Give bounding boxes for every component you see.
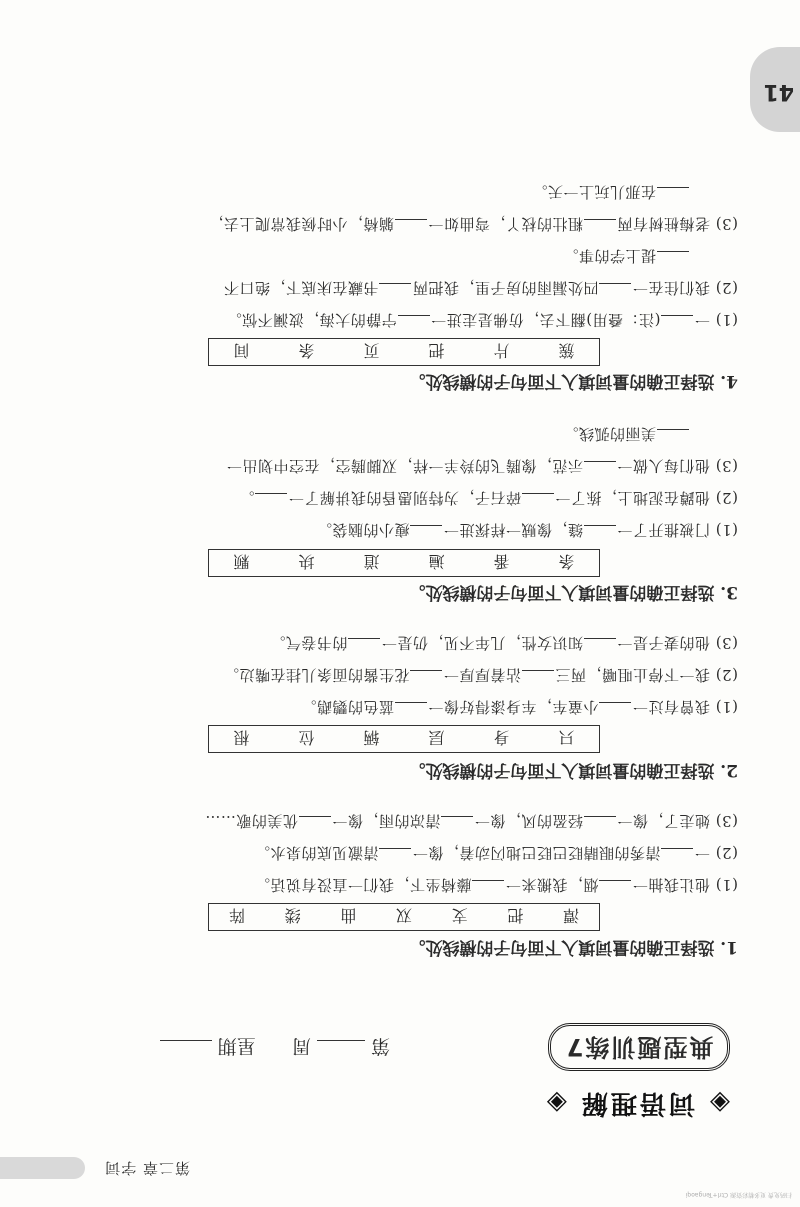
answer-blank[interactable] [657, 187, 689, 204]
answer-blank[interactable] [348, 638, 380, 655]
sentence-text: 轻盈的风，像一 [474, 812, 583, 830]
answer-blank[interactable] [395, 702, 427, 719]
question-1-prompt [408, 937, 738, 962]
question-2-prompt [408, 760, 738, 785]
question-prompt-text: 选择正确的量词填入下面句子的横线处。 [408, 371, 715, 391]
answer-blank[interactable] [472, 880, 504, 897]
question-1-line-2 [254, 843, 738, 865]
question-3-line-1 [316, 520, 738, 542]
answer-blank[interactable] [379, 848, 411, 865]
training-title-box: 典型题训练7 [548, 1023, 730, 1071]
word-option: 把 [428, 341, 445, 361]
watermark: 扫码免费 更多精彩资源 Ctrl+Tengaoqi [685, 1191, 792, 1198]
answer-blank[interactable] [522, 670, 554, 687]
word-option: 把 [507, 906, 524, 926]
sentence-text: 优美的歌…… [204, 812, 298, 830]
question-4-line-1 [226, 310, 738, 332]
answer-blank[interactable] [410, 670, 442, 687]
answer-blank[interactable] [599, 702, 631, 719]
sentence-text: 美丽的弧线。 [562, 425, 656, 443]
question-prompt-text: 选择正确的量词填入下面句子的横线处。 [408, 937, 715, 957]
word-option: 颗 [233, 552, 250, 572]
word-option: 潭 [563, 906, 580, 926]
word-option: 条 [558, 552, 575, 572]
answer-blank[interactable] [657, 429, 689, 446]
week-mid: 周 [291, 1035, 311, 1057]
word-option: 层 [428, 728, 445, 748]
sentence-text: (3) 她走了，像一 [616, 812, 738, 830]
word-option: 双 [396, 906, 413, 926]
question-4-prompt [408, 371, 738, 396]
answer-blank[interactable] [599, 283, 631, 300]
word-option: 身 [493, 728, 510, 748]
page-number: 41 [763, 79, 794, 104]
header-tab-bar [0, 1157, 85, 1179]
answer-blank[interactable] [395, 219, 427, 236]
question-1-line-1 [254, 875, 738, 897]
question-4-line-2 [223, 278, 738, 300]
word-option: 遍 [428, 552, 445, 572]
question-prompt-text: 选择正确的量词填入下面句子的横线处。 [408, 582, 715, 602]
question-3-prompt [408, 582, 738, 607]
sentence-text: (1) 一 [694, 311, 738, 329]
word-option: 支 [451, 906, 468, 926]
sentence-text: 烟，我搬来一 [505, 876, 599, 894]
word-option: 条 [298, 341, 315, 361]
sentence-text: (3) 他的妻子是一 [616, 634, 738, 652]
sentence-text: (2) 一 [694, 844, 738, 862]
word-option: 番 [493, 552, 510, 572]
sentence-text: (3) 他们每人做一 [616, 457, 738, 475]
word-option: 缕 [284, 906, 301, 926]
sentence-text: 清澈见底的泉水。 [254, 844, 379, 862]
question-2-line-1 [301, 697, 738, 719]
answer-blank[interactable] [299, 816, 331, 833]
question-3-line-2 [239, 488, 738, 510]
sentence-text: 。 [238, 489, 255, 507]
word-bank-1 [208, 903, 600, 931]
sentence-text: 提上学的事。 [562, 247, 656, 265]
answer-blank[interactable] [584, 461, 616, 478]
answer-blank[interactable] [255, 493, 287, 510]
sentence-text: (1) 我曾有过一 [632, 698, 738, 716]
sentence-text: 清秀的眼睛眨巴眨巴地闪动着，像一 [412, 844, 661, 862]
week-date-line [160, 1034, 390, 1061]
answer-blank[interactable] [410, 525, 442, 542]
weekday-blank[interactable] [160, 1040, 212, 1041]
answer-blank[interactable] [522, 493, 554, 510]
word-option: 块 [298, 552, 315, 572]
question-2-line-3 [270, 633, 738, 655]
answer-blank[interactable] [584, 816, 616, 833]
section-title: ◈ 词语理解 ◈ [543, 1088, 730, 1118]
week-prefix: 第 [370, 1035, 390, 1057]
sentence-text: (2) 我们住在一 [632, 279, 738, 297]
word-option: 辆 [363, 728, 380, 748]
word-option: 只 [558, 728, 575, 748]
sentence-text: 小童车，车身漆得好像一 [427, 698, 599, 716]
sentence-text: 蓝色的鹦鹉。 [300, 698, 394, 716]
word-option: 簇 [558, 341, 575, 361]
answer-blank[interactable] [599, 880, 631, 897]
sentence-text: 碎石子，为特别愚昏的我讲解了一 [288, 489, 521, 507]
answer-blank[interactable] [661, 848, 693, 865]
word-option: 曲 [340, 906, 357, 926]
sentence-text: 示范，像腾飞的羚羊一样，双脚腾空，在空中划出一 [226, 457, 583, 475]
question-prompt-text: 选择正确的量词填入下面句子的横线处。 [408, 760, 715, 780]
question-4-line-5 [532, 182, 690, 204]
answer-blank[interactable] [657, 251, 689, 268]
sentence-text: 躺椅，小时候我常爬上去， [207, 215, 394, 233]
sentence-text: 花生酱的面条儿挂在嘴边。 [223, 666, 410, 684]
answer-blank[interactable] [584, 638, 616, 655]
question-3-line-3 [226, 456, 738, 478]
sentence-text: 清凉的雨，像一 [331, 812, 441, 830]
sentence-text: 书藏在床底下，绝口不 [223, 279, 379, 297]
word-option: 位 [298, 728, 315, 748]
sentence-text: 的书卷气。 [269, 634, 348, 652]
question-1-line-3 [205, 811, 738, 833]
question-number: 2. [720, 760, 738, 780]
weekday-label: 星期 [217, 1035, 256, 1057]
question-3-line-4 [563, 424, 690, 446]
sentence-text: 粗壮的枝丫，弯曲如一 [427, 215, 583, 233]
sentence-text: (3) 老梅桩树有两 [616, 215, 738, 233]
word-option: 道 [363, 552, 380, 572]
sentence-text: 四处漏雨的房子里，我把两 [412, 279, 599, 297]
answer-blank[interactable] [398, 315, 430, 332]
answer-blank[interactable] [584, 219, 616, 236]
word-bank-2 [208, 725, 600, 753]
word-option: 间 [233, 341, 250, 361]
word-bank-4 [208, 338, 600, 366]
question-4-line-4 [208, 214, 738, 236]
sentence-text: (1) 门被推开了一 [616, 521, 738, 539]
word-option: 页 [363, 341, 380, 361]
sentence-text: (2) 他蹲在泥地上，拣了一 [554, 489, 738, 507]
word-option: 片 [493, 341, 510, 361]
week-number-blank[interactable] [317, 1040, 365, 1041]
question-number: 3. [720, 582, 738, 602]
sentence-text: (注：叠用)翻下去，仿佛是走进一 [430, 311, 661, 329]
sentence-text: 沾着厚厚一 [443, 666, 521, 684]
sentence-text: 知识女性，几年不见，仍是一 [381, 634, 583, 652]
answer-blank[interactable] [584, 525, 616, 542]
question-4-line-3 [563, 246, 690, 268]
question-number: 4. [720, 371, 738, 391]
sentence-text: 瘦小的脑袋。 [316, 521, 410, 539]
answer-blank[interactable] [661, 315, 693, 332]
question-2-line-2 [223, 665, 738, 687]
sentence-text: 宁静的大海，波澜不惊。 [226, 311, 397, 329]
sentence-text: 在那儿玩上一天。 [531, 183, 656, 201]
sentence-text: 藤椅坐下，我们一直没有说话。 [254, 876, 472, 894]
answer-blank[interactable] [441, 816, 473, 833]
word-bank-3 [208, 549, 600, 577]
word-option: 根 [233, 728, 250, 748]
sentence-text: (2) 我一下停止咀嚼，两三 [554, 666, 738, 684]
sentence-text: 缝，像贼一样探进一 [443, 521, 583, 539]
page-header [0, 1151, 800, 1185]
word-option: 阵 [228, 906, 245, 926]
answer-blank[interactable] [379, 283, 411, 300]
chapter-title: 第二章 字词 [104, 1159, 190, 1177]
sentence-text: (1) 他让我抽一 [632, 876, 738, 894]
question-number: 1. [720, 937, 738, 957]
